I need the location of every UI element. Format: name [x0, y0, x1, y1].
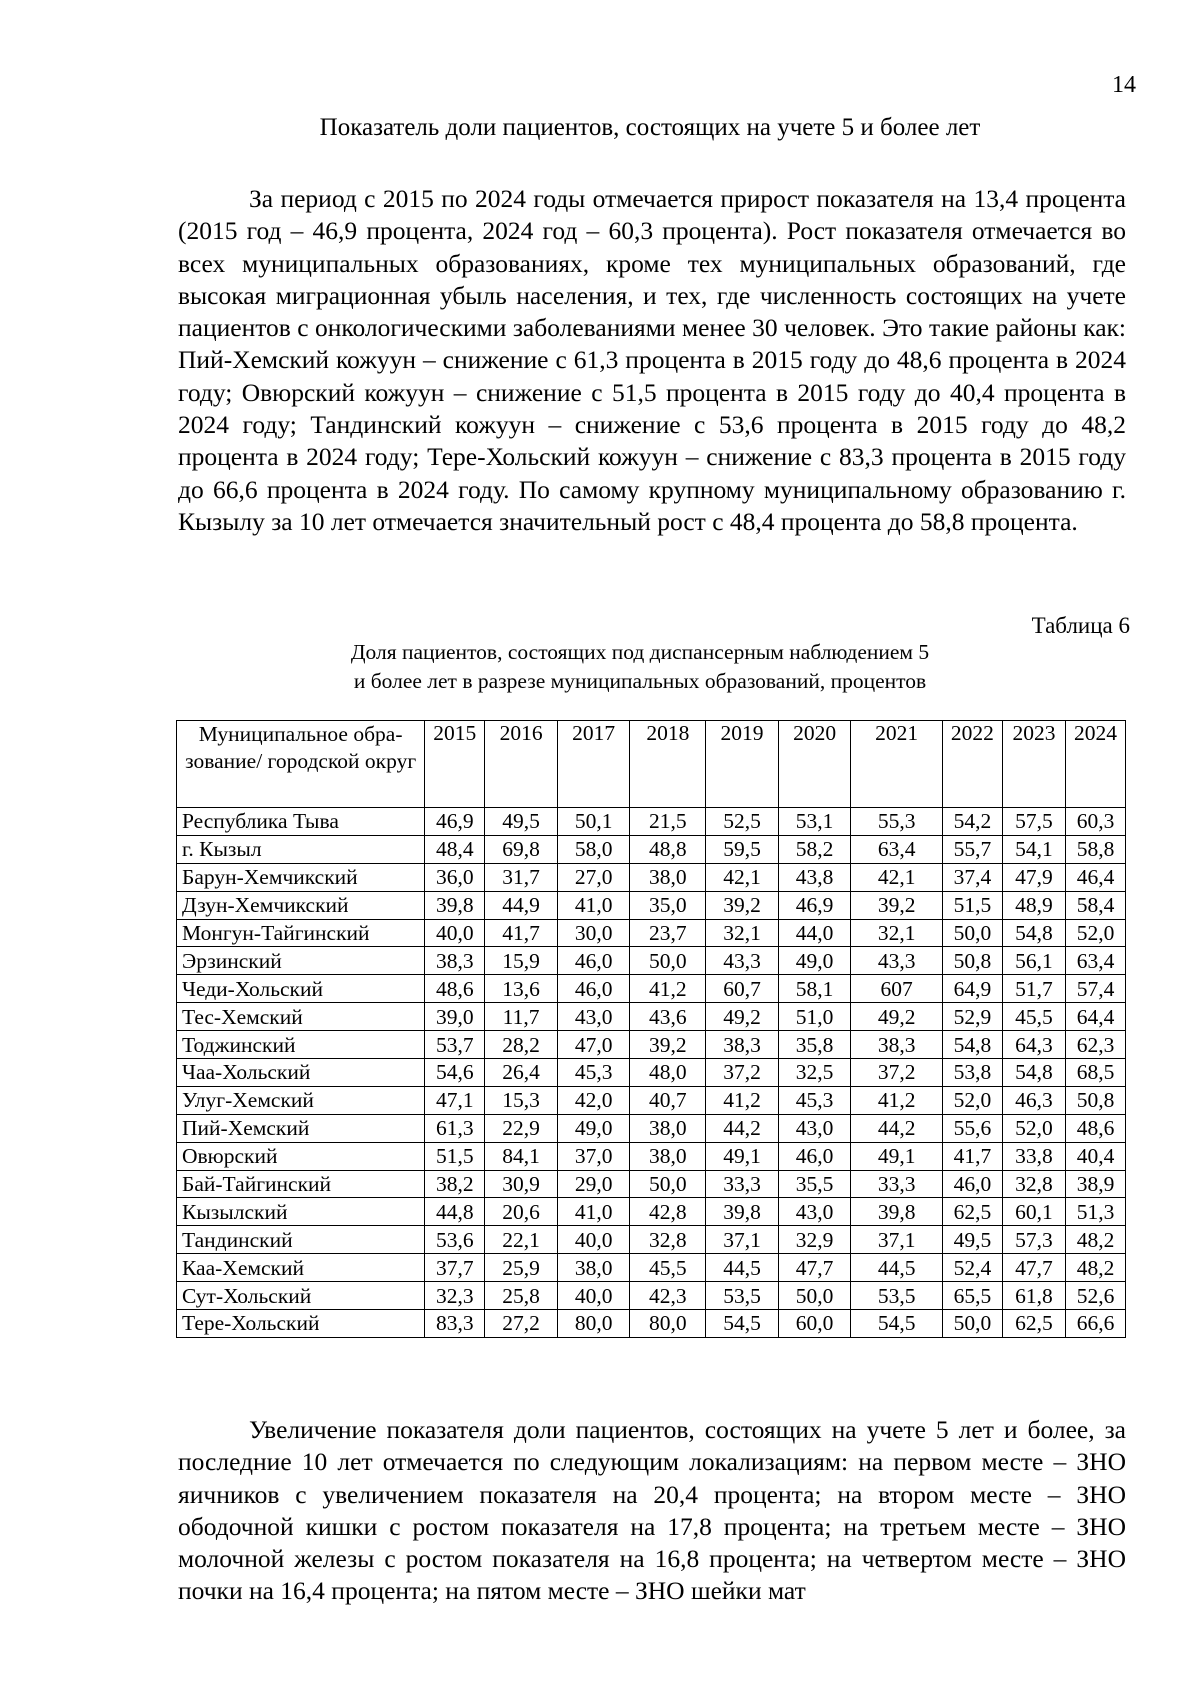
table-cell-value: 46,0 — [778, 1142, 851, 1170]
table-cell-value: 39,2 — [851, 891, 943, 919]
table-cell-value: 46,9 — [778, 891, 851, 919]
table-cell-value: 44,2 — [706, 1114, 779, 1142]
table-cell-value: 55,3 — [851, 808, 943, 836]
row-municipality-name: Эрзинский — [177, 947, 425, 975]
section-title: Показатель доли пациентов, состоящих на учете 5 и более лет — [319, 114, 981, 141]
table-cell-value: 38,2 — [425, 1170, 485, 1198]
table-caption — [280, 638, 1000, 696]
table-cell-value: 46,9 — [425, 808, 485, 836]
table-cell-value: 43,3 — [706, 947, 779, 975]
table-cell-value: 32,1 — [706, 919, 779, 947]
table-cell-value: 49,0 — [778, 947, 851, 975]
table-row — [177, 863, 1126, 891]
table-row — [177, 1142, 1126, 1170]
table-cell-value: 26,4 — [485, 1059, 558, 1087]
table-cell-value: 55,7 — [942, 835, 1002, 863]
table-cell-value: 48,6 — [1066, 1114, 1126, 1142]
table-row — [177, 1031, 1126, 1059]
table-cell-value: 25,8 — [485, 1282, 558, 1310]
table-caption-line: и более лет в разрезе муниципальных образований, процентов — [353, 669, 927, 693]
table-cell-value: 53,6 — [425, 1226, 485, 1254]
table-cell-value: 43,3 — [851, 947, 943, 975]
table-cell-value: 46,0 — [557, 947, 630, 975]
table-cell-value: 80,0 — [557, 1310, 630, 1338]
table-row — [177, 1226, 1126, 1254]
table-row — [177, 1003, 1126, 1031]
table-cell-value: 54,6 — [425, 1059, 485, 1087]
table-cell-value: 46,3 — [1002, 1086, 1065, 1114]
conclusion-paragraph: Увеличение показателя доли пациентов, состоящих на учете 5 лет и более, за последние 10 лет отмечается по следующим локализациям: на первом месте – ЗНО яичников с увеличением показателя на 20,4 процента; на втором месте – ЗНО ободочной кишки с ростом показателя на 17,8 процента; на третьем месте – ЗНО молочной железы с ростом показателя на 16,8 процента; на четвертом месте – ЗНО почки на 16,4 процента; на пятом месте – ЗНО шейки мат — [178, 1415, 1126, 1606]
table-cell-value: 60,7 — [706, 975, 779, 1003]
column-header-year: 2022 — [942, 721, 1002, 808]
table-cell-value: 54,5 — [851, 1310, 943, 1338]
table-cell-value: 44,2 — [851, 1114, 943, 1142]
table-cell-value: 46,0 — [557, 975, 630, 1003]
table-row — [177, 1086, 1126, 1114]
table-row — [177, 891, 1126, 919]
table-cell-value: 35,8 — [778, 1031, 851, 1059]
table-cell-value: 53,1 — [778, 808, 851, 836]
table-cell-value: 38,3 — [425, 947, 485, 975]
table-cell-value: 52,0 — [1002, 1114, 1065, 1142]
table-cell-value: 49,1 — [706, 1142, 779, 1170]
table-cell-value: 43,0 — [557, 1003, 630, 1031]
table-cell-value: 58,0 — [557, 835, 630, 863]
table-cell-value: 62,3 — [1066, 1031, 1126, 1059]
row-municipality-name: Улуг-Хемский — [177, 1086, 425, 1114]
row-municipality-name: Республика Тыва — [177, 808, 425, 836]
table-cell-value: 60,0 — [778, 1310, 851, 1338]
table-cell-value: 80,0 — [630, 1310, 706, 1338]
table-cell-value: 50,0 — [942, 1310, 1002, 1338]
table-row — [177, 808, 1126, 836]
row-municipality-name: Барун-Хемчикский — [177, 863, 425, 891]
table-cell-value: 39,8 — [425, 891, 485, 919]
row-municipality-name: Чаа-Хольский — [177, 1059, 425, 1087]
table-cell-value: 57,5 — [1002, 808, 1065, 836]
table-cell-value: 44,5 — [851, 1254, 943, 1282]
row-municipality-name: Овюрский — [177, 1142, 425, 1170]
table-cell-value: 58,4 — [1066, 891, 1126, 919]
table-cell-value: 39,0 — [425, 1003, 485, 1031]
row-municipality-name: Тере-Хольский — [177, 1310, 425, 1338]
table-cell-value: 40,0 — [557, 1282, 630, 1310]
table-cell-value: 49,1 — [851, 1142, 943, 1170]
table-cell-value: 64,4 — [1066, 1003, 1126, 1031]
column-header-year: 2018 — [630, 721, 706, 808]
table-cell-value: 37,2 — [851, 1059, 943, 1087]
table-cell-value: 41,0 — [557, 1198, 630, 1226]
table-cell-value: 45,5 — [1002, 1003, 1065, 1031]
table-cell-value: 38,0 — [557, 1254, 630, 1282]
table-cell-value: 52,9 — [942, 1003, 1002, 1031]
table-cell-value: 37,0 — [557, 1142, 630, 1170]
data-table — [176, 720, 1126, 1338]
table-cell-value: 41,7 — [942, 1142, 1002, 1170]
table-cell-value: 49,0 — [557, 1114, 630, 1142]
table-cell-value: 58,2 — [778, 835, 851, 863]
table-cell-value: 53,7 — [425, 1031, 485, 1059]
row-municipality-name: Бай-Тайгинский — [177, 1170, 425, 1198]
table-cell-value: 41,2 — [706, 1086, 779, 1114]
row-municipality-name: Тес-Хемский — [177, 1003, 425, 1031]
table-cell-value: 11,7 — [485, 1003, 558, 1031]
table-cell-value: 42,8 — [630, 1198, 706, 1226]
row-municipality-name: г. Кызыл — [177, 835, 425, 863]
table-cell-value: 39,2 — [706, 891, 779, 919]
table-cell-value: 44,5 — [706, 1254, 779, 1282]
table-row — [177, 1310, 1126, 1338]
table-cell-value: 40,7 — [630, 1086, 706, 1114]
table-cell-value: 58,8 — [1066, 835, 1126, 863]
table-cell-value: 64,9 — [942, 975, 1002, 1003]
table-cell-value: 66,6 — [1066, 1310, 1126, 1338]
table-cell-value: 61,3 — [425, 1114, 485, 1142]
table-cell-value: 44,8 — [425, 1198, 485, 1226]
table-cell-value: 27,2 — [485, 1310, 558, 1338]
table-cell-value: 32,8 — [630, 1226, 706, 1254]
table-row — [177, 835, 1126, 863]
table-cell-value: 41,0 — [557, 891, 630, 919]
table-cell-value: 37,2 — [706, 1059, 779, 1087]
table-cell-value: 63,4 — [851, 835, 943, 863]
table-cell-value: 52,0 — [1066, 919, 1126, 947]
table-cell-value: 38,3 — [706, 1031, 779, 1059]
table-cell-value: 46,0 — [942, 1170, 1002, 1198]
table-cell-value: 49,2 — [706, 1003, 779, 1031]
table-cell-value: 60,1 — [1002, 1198, 1065, 1226]
table-cell-value: 50,0 — [778, 1282, 851, 1310]
table-row — [177, 1114, 1126, 1142]
row-municipality-name: Чеди-Хольский — [177, 975, 425, 1003]
row-municipality-name: Монгун-Тайгинский — [177, 919, 425, 947]
table-cell-value: 54,2 — [942, 808, 1002, 836]
table-header-row — [177, 721, 1126, 808]
table-cell-value: 33,8 — [1002, 1142, 1065, 1170]
table-cell-value: 65,5 — [942, 1282, 1002, 1310]
table-cell-value: 33,3 — [706, 1170, 779, 1198]
table-cell-value: 50,1 — [557, 808, 630, 836]
table-cell-value: 52,5 — [706, 808, 779, 836]
table-cell-value: 50,8 — [1066, 1086, 1126, 1114]
table-cell-value: 39,8 — [706, 1198, 779, 1226]
table-cell-value: 69,8 — [485, 835, 558, 863]
table-cell-value: 51,0 — [778, 1003, 851, 1031]
column-header-year: 2016 — [485, 721, 558, 808]
intro-paragraph: За период с 2015 по 2024 годы отмечается прирост показателя на 13,4 процента (2015 год – 46,9 процента, 2024 год – 60,3 процента). Рост показателя отмечается во всех муниципальных образованиях, кроме тех муниципальных образований, где высокая миграционная убыль населения, и тех, где численность состоящих на учете пациентов с онкологическими заболеваниями менее 30 человек. Это такие районы как: Пий-Хемский кожуун – снижение с 61,3 процента в 2015 году до 48,6 процента в 2024 году; Овюрский кожуун – снижение с 51,5 процента в 2015 году до 40,4 процента в 2024 году; Тандинский кожуун – снижение с 53,6 процента в 2015 году до 48,2 процента в 2024 году; Тере-Хольский кожуун – снижение с 83,3 процента в 2015 году до 66,6 процента в 2024 году. По самому крупному муниципальному образованию г. Кызылу за 10 лет отмечается значительный рост с 48,4 процента до 58,8 процента. — [178, 184, 1126, 536]
column-header-year: 2024 — [1066, 721, 1126, 808]
table-cell-value: 46,4 — [1066, 863, 1126, 891]
table-cell-value: 50,0 — [942, 919, 1002, 947]
table-row — [177, 1059, 1126, 1087]
table-row — [177, 947, 1126, 975]
table-cell-value: 54,1 — [1002, 835, 1065, 863]
table-cell-value: 38,3 — [851, 1031, 943, 1059]
table-cell-value: 63,4 — [1066, 947, 1126, 975]
table-cell-value: 48,2 — [1066, 1226, 1126, 1254]
page-number: 14 — [1112, 72, 1136, 98]
table-cell-value: 37,1 — [706, 1226, 779, 1254]
table-cell-value: 42,1 — [706, 863, 779, 891]
table-row — [177, 1198, 1126, 1226]
table-cell-value: 47,9 — [1002, 863, 1065, 891]
column-header-year: 2017 — [557, 721, 630, 808]
table-cell-value: 51,3 — [1066, 1198, 1126, 1226]
table-cell-value: 25,9 — [485, 1254, 558, 1282]
table-cell-value: 50,0 — [630, 1170, 706, 1198]
table-cell-value: 54,5 — [706, 1310, 779, 1338]
table-cell-value: 43,0 — [778, 1114, 851, 1142]
table-cell-value: 48,4 — [425, 835, 485, 863]
table-cell-value: 54,8 — [942, 1031, 1002, 1059]
table-cell-value: 49,5 — [485, 808, 558, 836]
table-cell-value: 43,8 — [778, 863, 851, 891]
table-cell-value: 37,7 — [425, 1254, 485, 1282]
table-cell-value: 30,0 — [557, 919, 630, 947]
table-cell-value: 40,0 — [557, 1226, 630, 1254]
table-cell-value: 29,0 — [557, 1170, 630, 1198]
table-cell-value: 44,0 — [778, 919, 851, 947]
table-row — [177, 1254, 1126, 1282]
table-cell-value: 37,1 — [851, 1226, 943, 1254]
table-cell-value: 41,2 — [851, 1086, 943, 1114]
table-cell-value: 22,1 — [485, 1226, 558, 1254]
table-cell-value: 22,9 — [485, 1114, 558, 1142]
table-cell-value: 59,5 — [706, 835, 779, 863]
table-cell-value: 32,5 — [778, 1059, 851, 1087]
table-cell-value: 42,3 — [630, 1282, 706, 1310]
column-header-year: 2019 — [706, 721, 779, 808]
table-cell-value: 48,0 — [630, 1059, 706, 1087]
table-cell-value: 40,4 — [1066, 1142, 1126, 1170]
table-cell-value: 58,1 — [778, 975, 851, 1003]
table-cell-value: 54,8 — [1002, 1059, 1065, 1087]
table-cell-value: 32,1 — [851, 919, 943, 947]
table-cell-value: 62,5 — [1002, 1310, 1065, 1338]
table-cell-value: 41,7 — [485, 919, 558, 947]
table-cell-value: 39,2 — [630, 1031, 706, 1059]
table-cell-value: 53,5 — [851, 1282, 943, 1310]
table-cell-value: 62,5 — [942, 1198, 1002, 1226]
row-municipality-name: Дзун-Хемчикский — [177, 891, 425, 919]
table-cell-value: 31,7 — [485, 863, 558, 891]
table-row — [177, 1282, 1126, 1310]
table-cell-value: 47,0 — [557, 1031, 630, 1059]
row-municipality-name: Тандинский — [177, 1226, 425, 1254]
table-cell-value: 28,2 — [485, 1031, 558, 1059]
table-cell-value: 60,3 — [1066, 808, 1126, 836]
table-cell-value: 21,5 — [630, 808, 706, 836]
table-cell-value: 43,0 — [778, 1198, 851, 1226]
table-cell-value: 51,5 — [942, 891, 1002, 919]
table-cell-value: 41,2 — [630, 975, 706, 1003]
table-cell-value: 49,2 — [851, 1003, 943, 1031]
column-header-year: 2015 — [425, 721, 485, 808]
table-cell-value: 54,8 — [1002, 919, 1065, 947]
table-cell-value: 44,9 — [485, 891, 558, 919]
table-cell-value: 13,6 — [485, 975, 558, 1003]
row-municipality-name: Сут-Хольский — [177, 1282, 425, 1310]
column-header-year: 2020 — [778, 721, 851, 808]
table-cell-value: 42,1 — [851, 863, 943, 891]
table-cell-value: 51,7 — [1002, 975, 1065, 1003]
row-municipality-name: Тоджинский — [177, 1031, 425, 1059]
table-cell-value: 47,1 — [425, 1086, 485, 1114]
table-cell-value: 53,5 — [706, 1282, 779, 1310]
column-header-year: 2021 — [851, 721, 943, 808]
table-cell-value: 47,7 — [1002, 1254, 1065, 1282]
table-cell-value: 42,0 — [557, 1086, 630, 1114]
table-cell-value: 38,9 — [1066, 1170, 1126, 1198]
table-cell-value: 47,7 — [778, 1254, 851, 1282]
table-cell-value: 38,0 — [630, 1114, 706, 1142]
table-cell-value: 45,3 — [557, 1059, 630, 1087]
table-cell-value: 48,9 — [1002, 891, 1065, 919]
table-cell-value: 48,8 — [630, 835, 706, 863]
table-cell-value: 32,3 — [425, 1282, 485, 1310]
table-cell-value: 51,5 — [425, 1142, 485, 1170]
table-cell-value: 43,6 — [630, 1003, 706, 1031]
table-row — [177, 919, 1126, 947]
table-row — [177, 975, 1126, 1003]
table-cell-value: 68,5 — [1066, 1059, 1126, 1087]
table-cell-value: 64,3 — [1002, 1031, 1065, 1059]
table-cell-value: 20,6 — [485, 1198, 558, 1226]
table-cell-value: 45,3 — [778, 1086, 851, 1114]
table-cell-value: 84,1 — [485, 1142, 558, 1170]
table-cell-value: 56,1 — [1002, 947, 1065, 975]
table-cell-value: 48,2 — [1066, 1254, 1126, 1282]
table-cell-value: 48,6 — [425, 975, 485, 1003]
table-cell-value: 15,3 — [485, 1086, 558, 1114]
table-cell-value: 52,4 — [942, 1254, 1002, 1282]
table-cell-value: 61,8 — [1002, 1282, 1065, 1310]
table-cell-value: 23,7 — [630, 919, 706, 947]
table-cell-value: 40,0 — [425, 919, 485, 947]
table-cell-value: 35,5 — [778, 1170, 851, 1198]
table-cell-value: 49,5 — [942, 1226, 1002, 1254]
table-row — [177, 1170, 1126, 1198]
table-cell-value: 32,9 — [778, 1226, 851, 1254]
table-cell-value: 53,8 — [942, 1059, 1002, 1087]
table-cell-value: 55,6 — [942, 1114, 1002, 1142]
table-cell-value: 83,3 — [425, 1310, 485, 1338]
column-header-year: 2023 — [1002, 721, 1065, 808]
row-municipality-name: Пий-Хемский — [177, 1114, 425, 1142]
table-cell-value: 45,5 — [630, 1254, 706, 1282]
table-cell-value: 38,0 — [630, 863, 706, 891]
table-body — [177, 808, 1126, 1338]
table-caption-line: Доля пациентов, состоящих под диспансерным наблюдением 5 — [350, 640, 930, 664]
row-municipality-name: Кызылский — [177, 1198, 425, 1226]
table-cell-value: 607 — [851, 975, 943, 1003]
table-cell-value: 30,9 — [485, 1170, 558, 1198]
table-cell-value: 38,0 — [630, 1142, 706, 1170]
table-cell-value: 39,8 — [851, 1198, 943, 1226]
table-cell-value: 50,8 — [942, 947, 1002, 975]
table-cell-value: 50,0 — [630, 947, 706, 975]
table-cell-value: 35,0 — [630, 891, 706, 919]
table-cell-value: 37,4 — [942, 863, 1002, 891]
table-label: Таблица 6 — [1031, 613, 1130, 638]
table-cell-value: 52,0 — [942, 1086, 1002, 1114]
table-cell-value: 15,9 — [485, 947, 558, 975]
table-cell-value: 57,3 — [1002, 1226, 1065, 1254]
table-cell-value: 52,6 — [1066, 1282, 1126, 1310]
table-cell-value: 36,0 — [425, 863, 485, 891]
table-cell-value: 27,0 — [557, 863, 630, 891]
row-municipality-name: Каа-Хемский — [177, 1254, 425, 1282]
table-cell-value: 32,8 — [1002, 1170, 1065, 1198]
column-header-municipality: Муниципальное обра-зование/ городской округ — [177, 721, 425, 808]
table-cell-value: 33,3 — [851, 1170, 943, 1198]
table-cell-value: 57,4 — [1066, 975, 1126, 1003]
